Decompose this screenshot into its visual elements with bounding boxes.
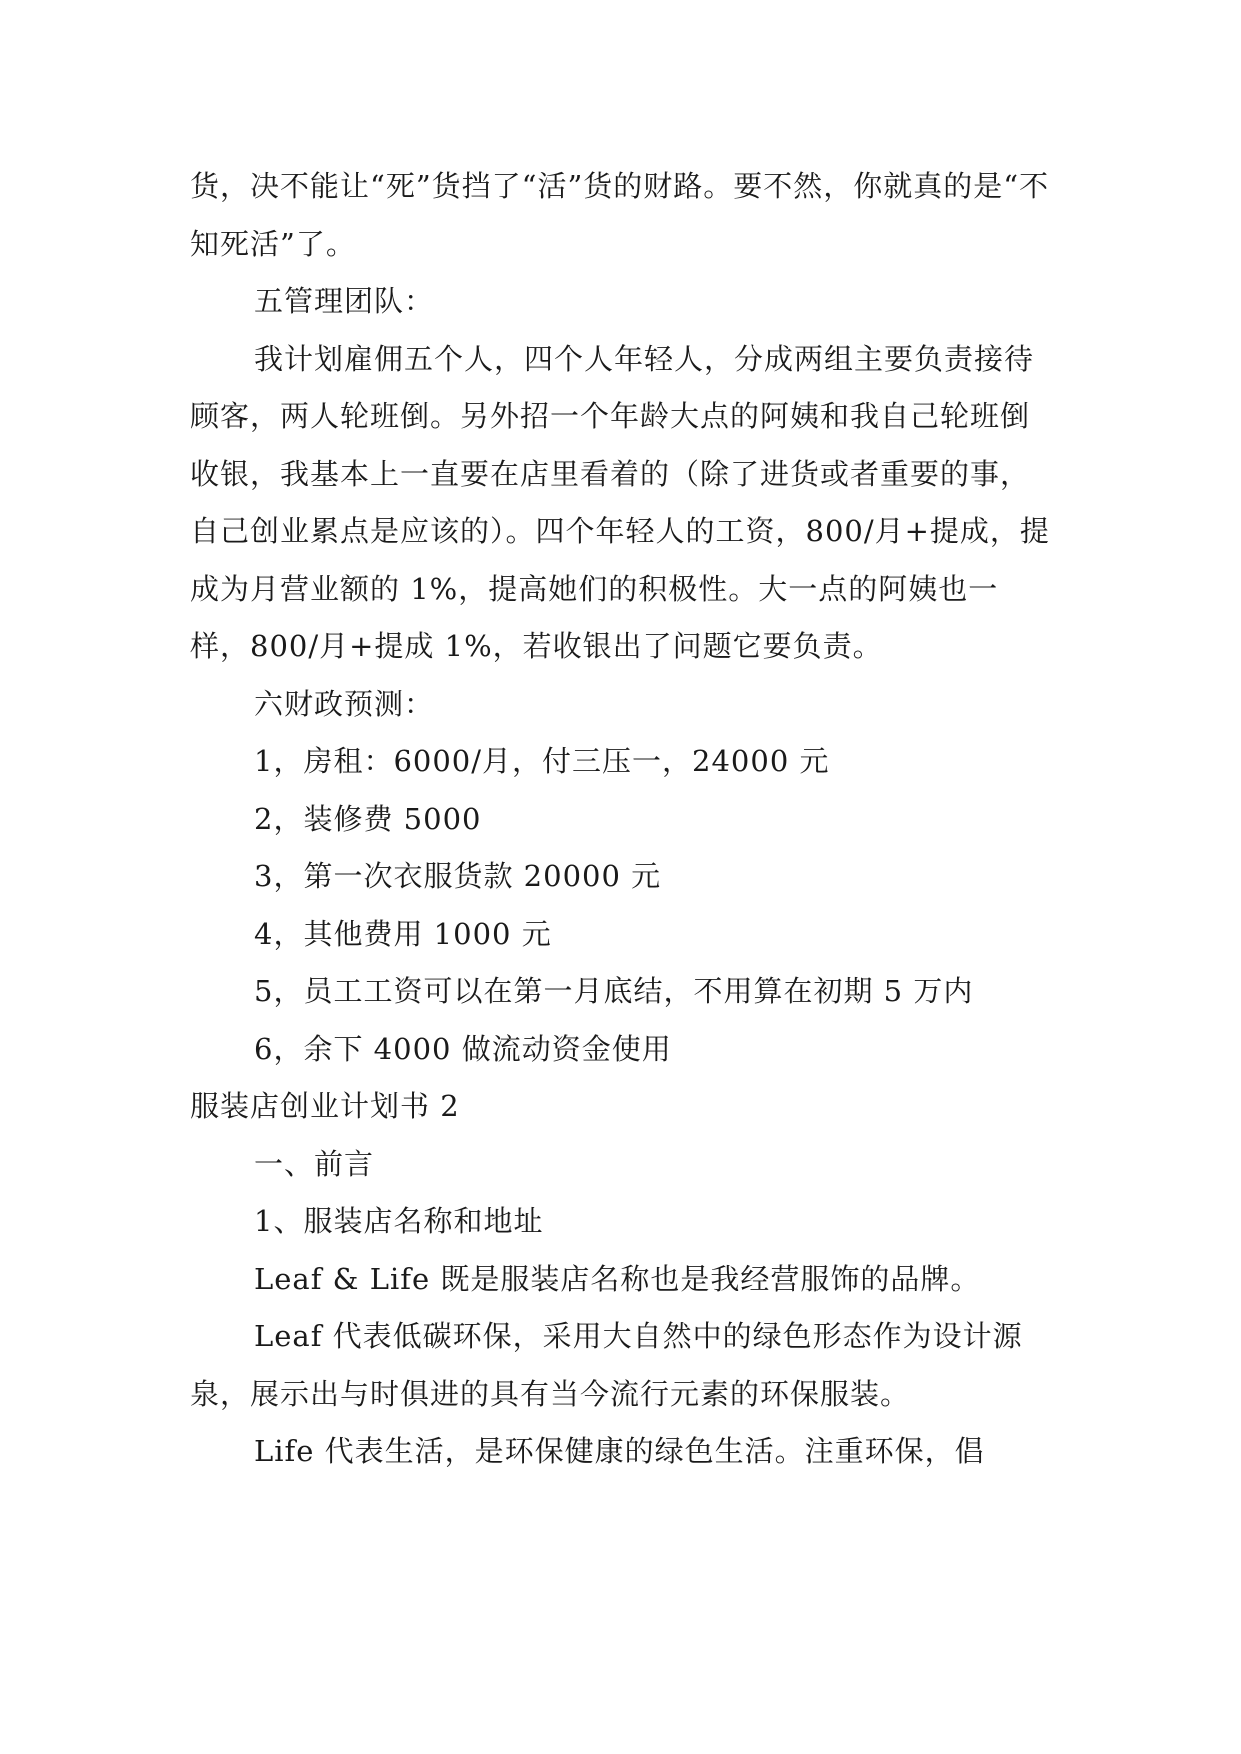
list-item: 4，其他费用 1000 元 [254, 916, 552, 951]
subsection-heading: 1、服装店名称和地址 [254, 1204, 544, 1238]
paragraph: Life 代表生活，是环保健康的绿色生活。注重环保，倡 [254, 1434, 985, 1468]
document-title: 服装店创业计划书 2 [190, 1089, 460, 1123]
paragraph: Leaf & Life 既是服装店名称也是我经营服饰的品牌。 [254, 1261, 981, 1296]
section-heading: 五管理团队： [254, 284, 435, 318]
list-item: 3，第一次衣服货款 20000 元 [254, 859, 662, 893]
list-item: 6，余下 4000 做流动资金使用 [254, 1031, 672, 1066]
paragraph: 货，决不能让“死”货挡了“活”货的财路。要不然，你就真的是“不知死活”了。 [190, 169, 1050, 261]
list-item: 1，房租：6000/月，付三压一，24000 元 [254, 744, 830, 778]
list-item: 5，员工工资可以在第一月底结，不用算在初期 5 万内 [254, 974, 974, 1008]
section-heading: 一、前言 [254, 1146, 375, 1181]
list-item: 2，装修费 5000 [254, 801, 482, 836]
document-body [190, 158, 1050, 1481]
paragraph: Leaf 代表低碳环保，采用大自然中的绿色形态作为设计源泉，展示出与时俱进的具有当今流行元素的环保服装。 [190, 1319, 1023, 1411]
section-heading: 六财政预测： [254, 686, 435, 721]
paragraph: 我计划雇佣五个人，四个人年轻人，分成两组主要负责接待顾客，两人轮班倒。另外招一个年龄大点的阿姨和我自己轮班倒收银，我基本上一直要在店里看着的（除了进货或者重要的事，自己创业累点是应该的）。四个年轻人的工资，800/月+提成，提成为月营业额的 1%，提高她们的积极性。大一点的阿姨也一样，800/月+提成 1%，若收银出了问题它要负责。 [190, 341, 1050, 663]
